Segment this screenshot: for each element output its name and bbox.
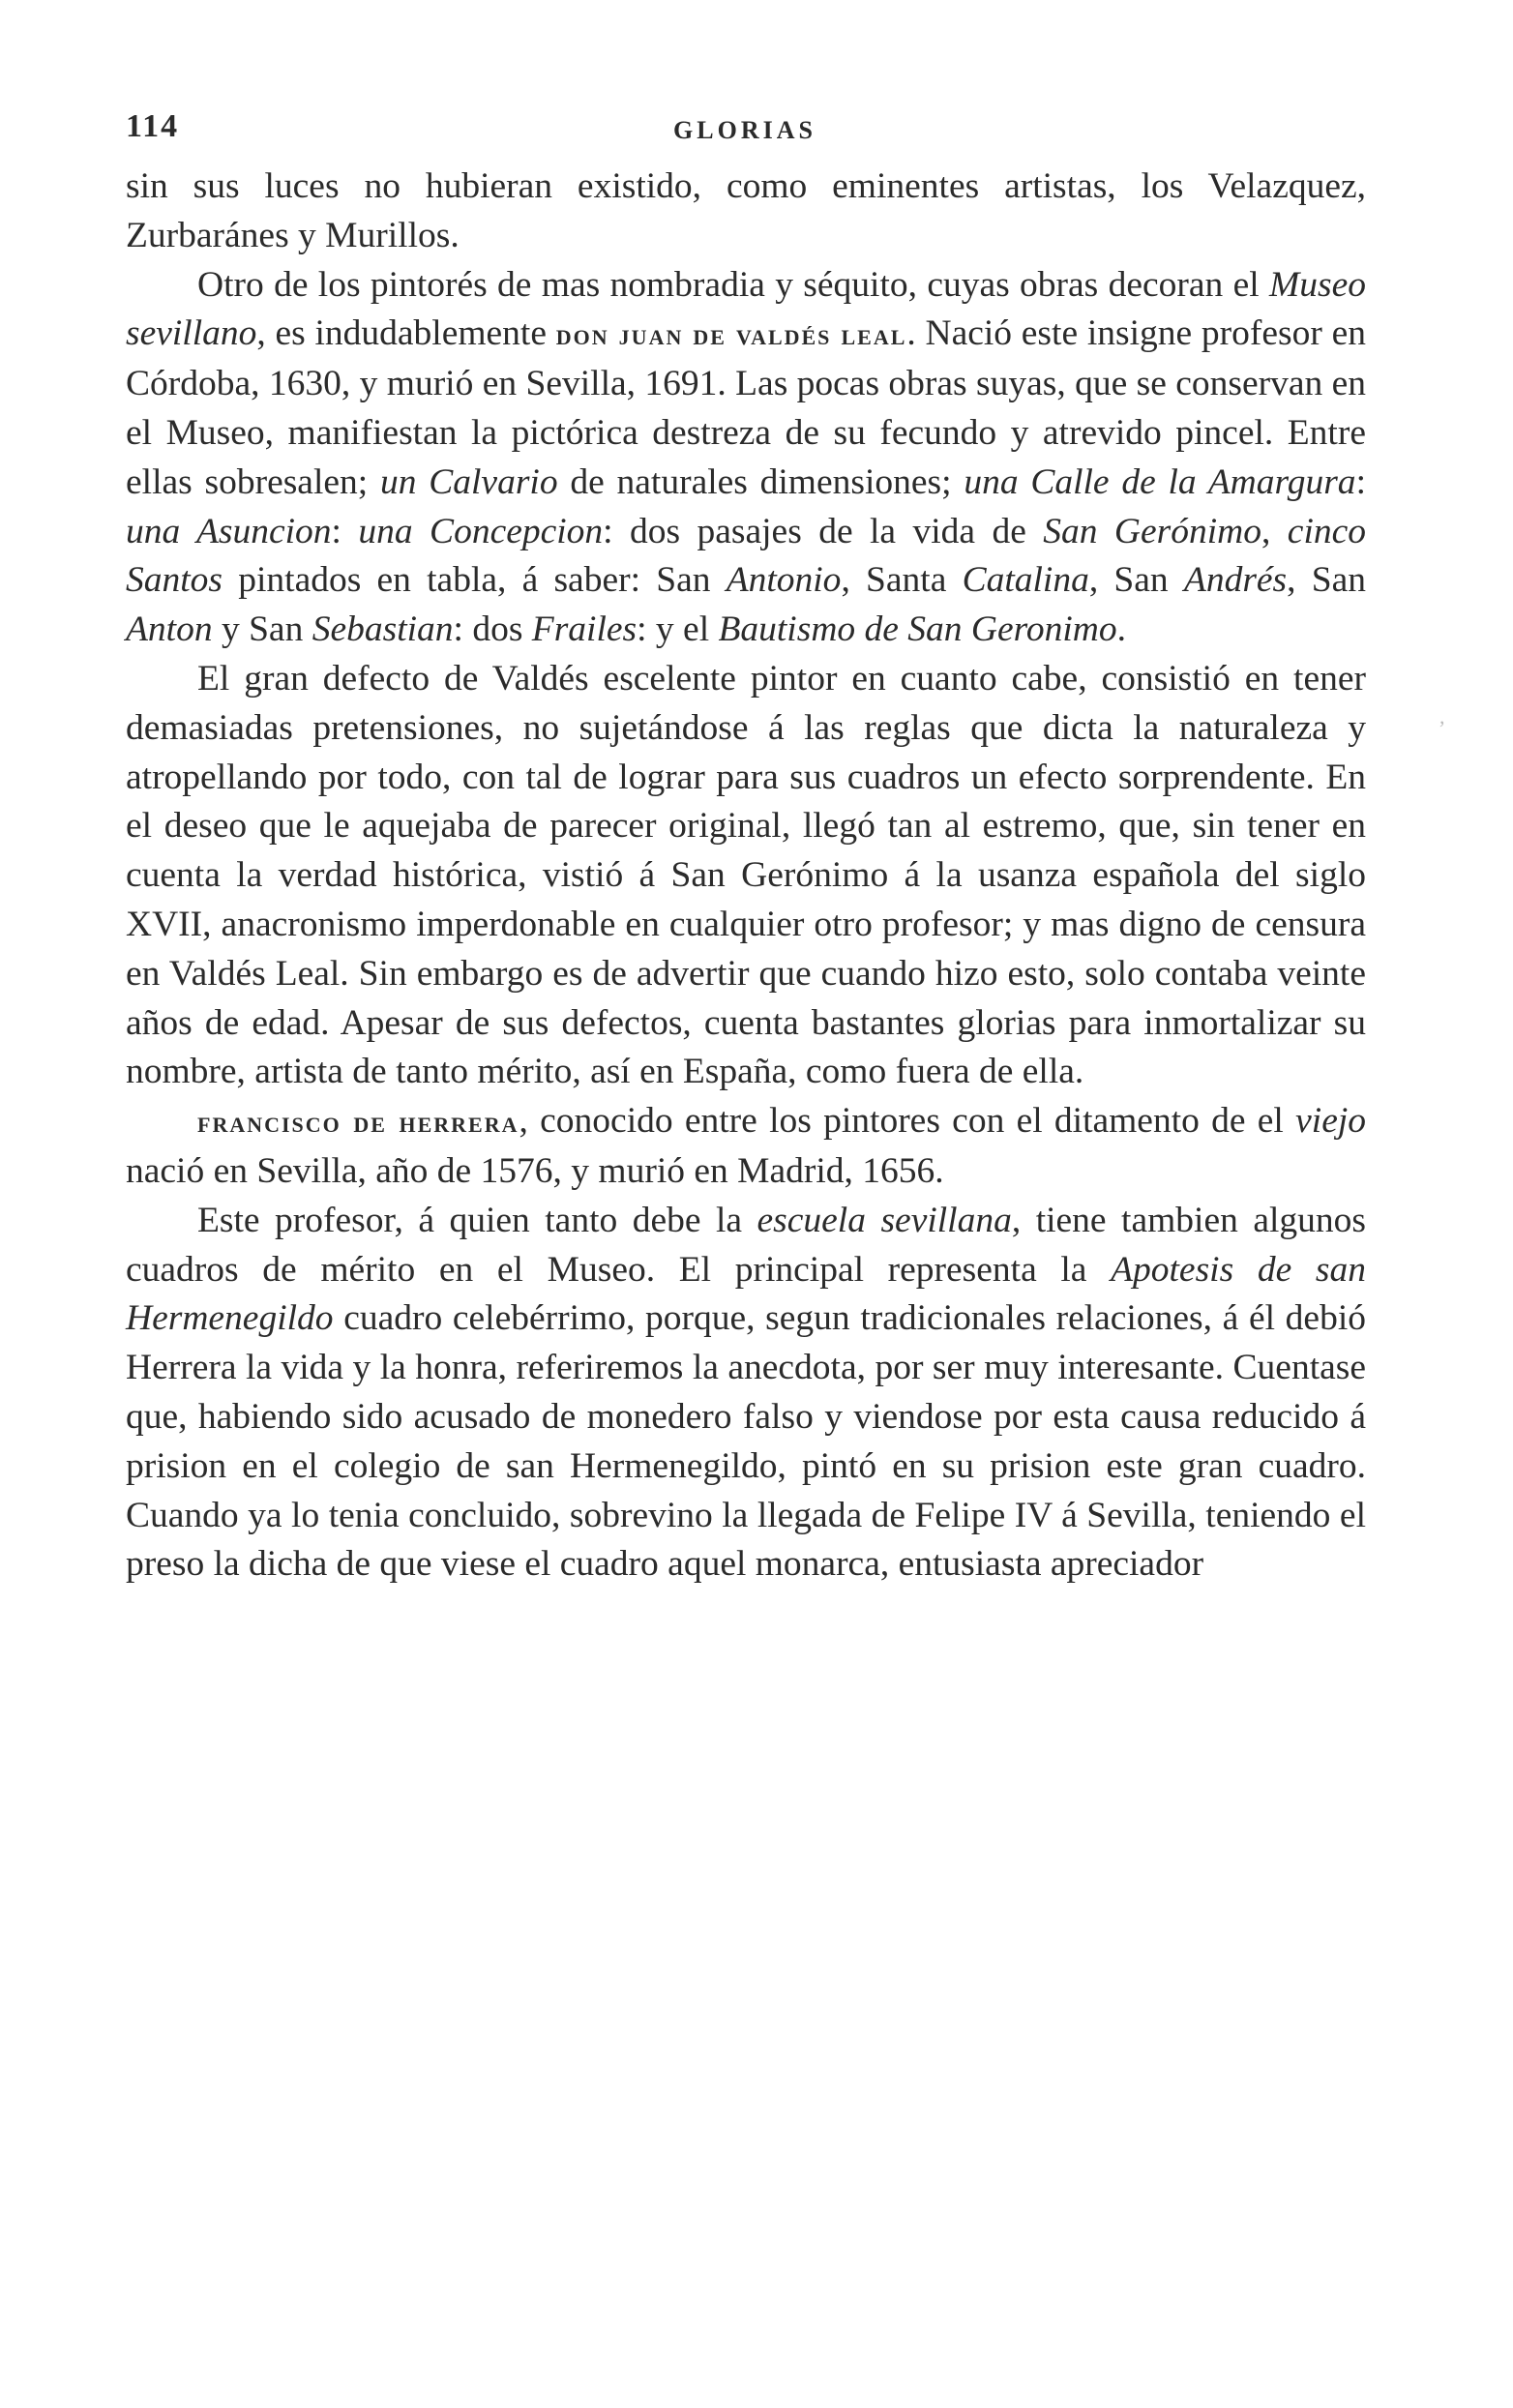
body-text	[126, 163, 1366, 1590]
italic-run: Museo sevillano	[126, 264, 1366, 354]
italic-run: Sebastian	[312, 609, 454, 650]
text-run: El gran defecto de Valdés escelente pintor en cuanto cabe, consistió en tener demasiadas pretensiones, no sujetándose á las reglas que dicta la naturaleza y atropellando por todo, con tal de lograr para sus cuadros un efecto sorprendente. En el deseo que le aquejaba de parecer original, llegó tan al estremo, que, sin tener en cuenta la verdad histórica, vistió á San Gerónimo á la usanza española del siglo XVII, anacronismo imperdonable en cualquier otro profesor; y mas digno de censura en Valdés Leal. Sin embargo es de advertir que cuando hizo esto, solo contaba veinte años de edad. Apesar de sus defectos, cuenta bastantes glorias para inmortalizar su nombre, artista de tanto mérito, así en España, como fuera de ella.	[126, 658, 1366, 1092]
text-run: Este profesor, á quien tanto debe la	[197, 1200, 757, 1240]
running-head	[126, 108, 1364, 147]
italic-run: Anton	[126, 609, 213, 650]
italic-run: cinco Santos	[126, 511, 1367, 601]
italic-run: escuela sevillana	[756, 1200, 1012, 1240]
smallcaps-run: francisco de herrera	[197, 1106, 519, 1140]
paragraph	[126, 261, 1366, 655]
text-run: ,	[1261, 511, 1288, 551]
text-run: : y el	[637, 609, 719, 650]
text-run: nació en Sevilla, año de 1576, y murió en Madrid, 1656.	[126, 1150, 944, 1191]
text-run: de naturales dimensiones;	[557, 461, 964, 502]
italic-run: un Calvario	[379, 461, 558, 502]
text-run: , tiene tambien algunos cuadros de mérito en el Museo. El principal representa la	[126, 1200, 1366, 1290]
italic-run: Catalina	[962, 560, 1089, 601]
italic-run: Bautismo de San Geronimo	[718, 609, 1117, 650]
text-run: sin sus luces no hubieran existido, como eminentes artistas, los Velazquez, Zurbaránes y Murillos.	[126, 166, 1366, 255]
running-title: GLORIAS	[673, 116, 816, 144]
text-run: , conocido entre los pintores con el ditamento de el	[519, 1101, 1296, 1142]
text-run: , Santa	[841, 560, 963, 601]
text-run: :	[1355, 461, 1366, 502]
italic-run: una Concepcion	[358, 511, 604, 551]
smallcaps-run: don juan de valdés leal	[555, 318, 907, 352]
italic-run: una Asuncion	[126, 511, 332, 551]
text-run: y San	[212, 609, 312, 650]
italic-run: una Calle de la Amargura	[964, 461, 1356, 502]
italic-run: Frailes	[531, 609, 638, 650]
text-run: : dos	[453, 609, 532, 650]
paragraph	[126, 655, 1366, 1097]
text-run: cuadro celebérrimo, porque, segun tradicionales relaciones, á él debió Herrera la vida y la honra, referiremos la anecdota, por ser muy interesante. Cuentase que, habiendo sido acusado de monedero falso y viendose por esta causa reducido á prision en el colegio de san Hermenegildo, pintó en su prision este gran cuadro. Cuando ya lo tenia concluido, sobrevino la llegada de Felipe IV á Sevilla, teniendo el preso la dicha de que viese el cuadro aquel monarca, entusiasta apreciador	[126, 1298, 1366, 1585]
italic-run: Andrés	[1183, 560, 1288, 601]
italic-run: Antonio	[726, 560, 842, 601]
text-run: , es indudablemente	[256, 313, 556, 354]
text-run: .	[1116, 609, 1126, 650]
paragraph	[126, 1097, 1366, 1197]
page-number: 114	[126, 108, 180, 144]
paragraph	[126, 163, 1366, 261]
ink-speck: ,	[1439, 704, 1445, 728]
italic-run: viejo	[1295, 1101, 1367, 1142]
italic-run: San Gerónimo	[1043, 511, 1261, 551]
text-run: . Nació este insigne profesor en Córdoba, 1630, y murió en Sevilla, 1691. Las pocas obras suyas, que se conservan en el Museo, manifiestan la pictórica destreza de su fecundo y atrevido pincel. Entre ellas sobresalen;	[126, 313, 1367, 502]
italic-run: Apotesis de san Hermenegildo	[126, 1249, 1366, 1339]
text-run: : dos pasajes de la vida de	[603, 511, 1044, 551]
text-run: Otro de los pintorés de mas nombradia y séquito, cuyas obras decoran el	[197, 264, 1270, 305]
text-run: , San	[1287, 560, 1366, 601]
text-run: :	[331, 511, 359, 551]
text-run: pintados en tabla, á saber: San	[222, 560, 727, 601]
paragraph	[126, 1197, 1366, 1590]
text-run: , San	[1088, 560, 1184, 601]
